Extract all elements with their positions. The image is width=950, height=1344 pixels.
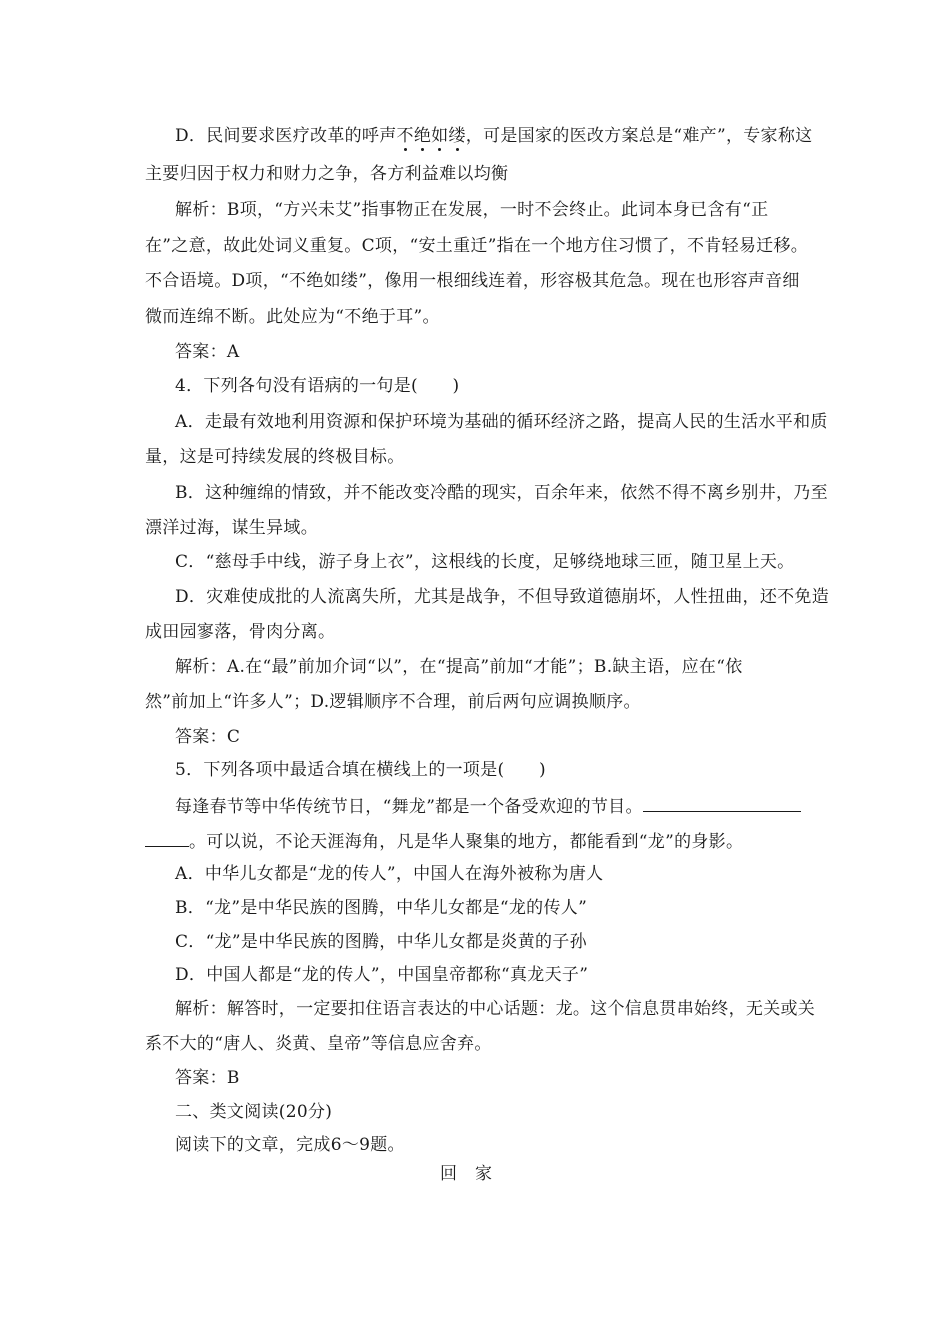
emphasis-char: 缕 — [448, 126, 466, 146]
q5-passage-line2 — [145, 828, 743, 852]
q5-option-a: A．中华儿女都是“龙的传人”，中国人在海外被称为唐人 — [175, 864, 604, 884]
q4-option-a-line1: A．走最有效地利用资源和保护环境为基础的循环经济之路，提高人民的生活水平和质 — [175, 412, 828, 432]
emphasis-char: 不 — [396, 126, 414, 146]
q5-option-c: C．“龙”是中华民族的图腾，中华儿女都是炎黄的子孙 — [175, 932, 587, 952]
q4-answer: 答案：C — [175, 727, 241, 747]
q5-answer: 答案：B — [175, 1068, 240, 1088]
q3-answer: 答案：A — [175, 342, 240, 362]
q3-option-d-line1 — [175, 124, 812, 148]
q3-option-d-line2: 主要归因于权力和财力之争，各方利益难以均衡 — [145, 164, 509, 184]
q3-analysis-line4: 微而连绵不断。此处应为“不绝于耳”。 — [145, 307, 440, 327]
q5-analysis-line1: 解析：解答时，一定要扣住语言表达的中心话题：龙。这个信息贯串始终，无关或关 — [175, 999, 816, 1019]
q4-stem: 4．下列各句没有语病的一句是( ) — [175, 376, 460, 396]
section-heading: 二、类文阅读(20分) — [175, 1102, 333, 1122]
q3-analysis-line2: 在”之意，故此处词义重复。C项，“安土重迁”指在一个地方住习惯了，不肯轻易迁移。 — [145, 236, 809, 256]
q4-option-a-line2: 量，这是可持续发展的终极目标。 — [145, 447, 405, 467]
q4-option-b-line1: B．这种缠绵的情致，并不能改变冷酷的现实，百余年来，依然不得不离乡别井，乃至 — [175, 483, 828, 503]
q5-passage-text: 每逢春节等中华传统节日，“舞龙”都是一个备受欢迎的节目。 — [175, 797, 643, 817]
q4-option-d-line2: 成田园寥落，骨肉分离。 — [145, 622, 336, 642]
fill-blank — [643, 793, 801, 812]
q4-option-b-line2: 漂洋过海，谋生异域。 — [145, 518, 318, 538]
fill-blank — [145, 828, 189, 847]
emphasis-char: 绝 — [413, 126, 432, 146]
q4-option-d-line1: D．灾难使成批的人流离失所，尤其是战争，不但导致道德崩坏，人性扭曲，还不免造 — [175, 587, 830, 607]
q4-analysis-line2: 然”前加上“许多人”；D.逻辑顺序不合理，前后两句应调换顺序。 — [145, 692, 641, 712]
q5-analysis-line2: 系不大的“唐人、炎黄、皇帝”等信息应舍弃。 — [145, 1034, 492, 1054]
q5-option-d: D．中国人都是“龙的传人”，中国皇帝都称“真龙天子” — [175, 965, 589, 985]
emphasis-char: 如 — [431, 126, 449, 146]
q5-passage-text: 。可以说，不论天涯海角，凡是华人聚集的地方，都能看到“龙”的身影。 — [189, 832, 744, 852]
reading-instruction: 阅读下的文章，完成6～9题。 — [175, 1135, 405, 1155]
q3-option-d-text-post: ，可是国家的医改方案总是“难产”，专家称这 — [465, 126, 813, 146]
q5-passage-line1 — [175, 793, 801, 817]
q3-option-d-text-pre: D．民间要求医疗改革的呼声 — [175, 126, 397, 146]
q5-option-b: B．“龙”是中华民族的图腾，中华儿女都是“龙的传人” — [175, 898, 588, 918]
article-title: 回家 — [440, 1164, 510, 1184]
q3-analysis-line1: 解析：B项，“方兴未艾”指事物正在发展，一时不会终止。此词本身已含有“正 — [175, 200, 769, 220]
q5-stem: 5．下列各项中最适合填在横线上的一项是( ) — [175, 760, 546, 780]
q4-option-c: C．“慈母手中线，游子身上衣”，这根线的长度，足够绕地球三匝，随卫星上天。 — [175, 552, 795, 572]
q3-analysis-line3: 不合语境。D项，“不绝如缕”，像用一根细线连着，形容极其危急。现在也形容声音细 — [145, 271, 800, 291]
q4-analysis-line1: 解析：A.在“最”前加介词“以”，在“提高”前加“才能”；B.缺主语，应在“依 — [175, 657, 743, 677]
